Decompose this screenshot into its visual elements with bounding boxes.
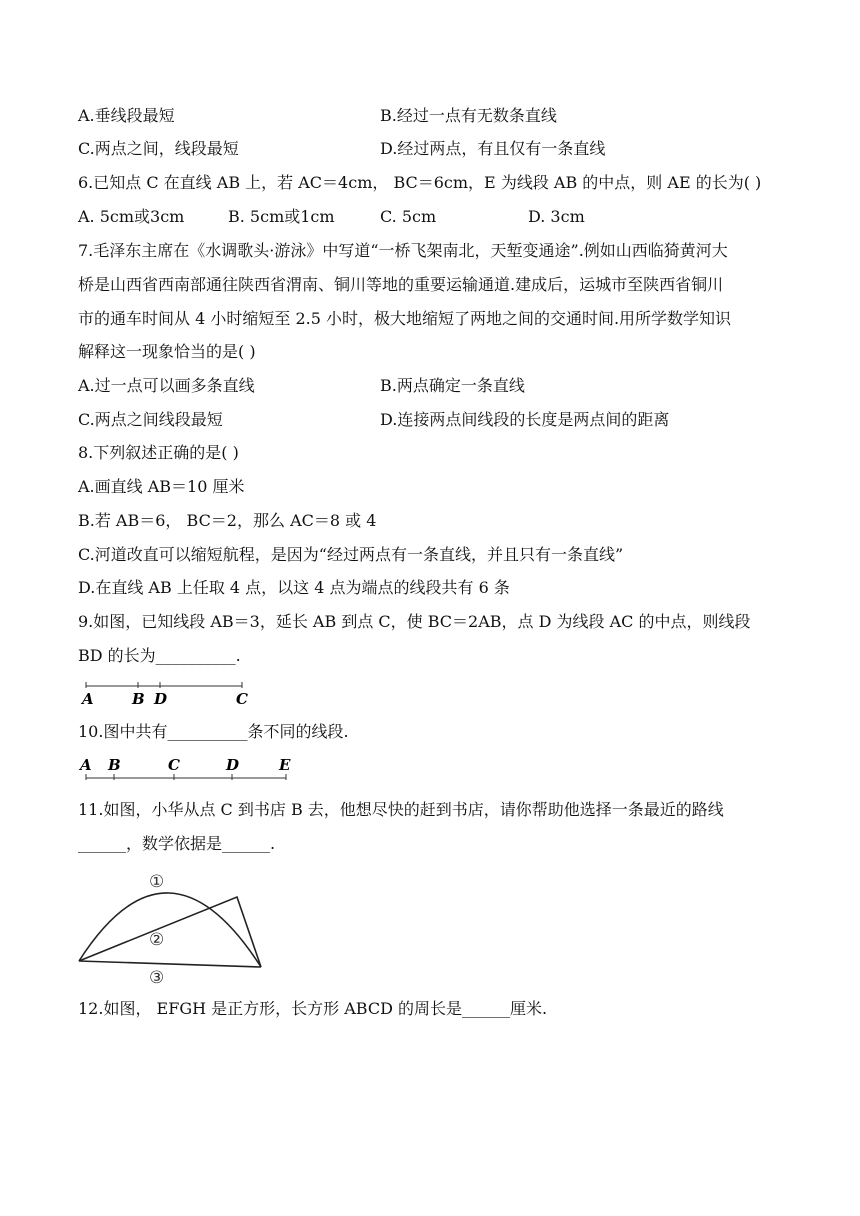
q7-stem-line-3: 市的通车时间从 4 小时缩短至 2.5 小时，极大地缩短了两地之间的交通时间.用所学数学知识 — [78, 309, 732, 328]
q5-option-a: A.垂线段最短 — [78, 106, 175, 125]
q9-label-d: D — [154, 690, 168, 706]
q6-option-d: D. 3cm — [528, 207, 585, 226]
q10-label-d: D — [226, 756, 240, 774]
q10-label-c: C — [168, 756, 180, 774]
q11-path-label-3: ③ — [149, 968, 165, 988]
q7-stem-line-2: 桥是山西省西南部通往陕西省渭南、铜川等地的重要运输通道.建成后，运城市至陕西省铜川 — [78, 275, 724, 294]
q5-option-c: C.两点之间，线段最短 — [78, 139, 239, 158]
q11-path-label-1: ① — [149, 872, 165, 892]
q8-option-b: B.若 AB＝6， BC＝2，那么 AC＝8 或 4 — [78, 511, 377, 530]
q9-label-a: A — [82, 690, 94, 706]
q7-option-b: B.两点确定一条直线 — [380, 376, 525, 395]
q10-stem: 10.图中共有__________条不同的线段. — [78, 722, 349, 741]
q12-stem: 12.如图， EFGH 是正方形，长方形 ABCD 的周长是______厘米. — [78, 999, 548, 1018]
q11-route-polyline — [79, 897, 261, 967]
q11-path-label-2: ② — [149, 930, 165, 950]
q7-stem-line-1: 7.毛泽东主席在《水调歌头·游泳》中写道“一桥飞架南北，天堑变通途”.例如山西临猗黄河大 — [78, 241, 728, 260]
q11-stem-line-2: ______，数学依据是______. — [78, 834, 276, 853]
q9-segment-figure — [76, 676, 256, 706]
q11-route-arc — [79, 893, 261, 967]
q9-label-b: B — [132, 690, 145, 706]
q10-label-a: A — [80, 756, 92, 774]
q11-route-figure — [70, 856, 280, 991]
q8-option-a: A.画直线 AB＝10 厘米 — [78, 477, 245, 496]
q10-label-b: B — [108, 756, 121, 774]
q10-segment-figure — [76, 754, 306, 784]
q7-option-d: D.连接两点间线段的长度是两点间的距离 — [380, 410, 670, 429]
q5-option-b: B.经过一点有无数条直线 — [380, 106, 557, 125]
q7-option-a: A.过一点可以画多条直线 — [78, 376, 255, 395]
q6-option-c: C. 5cm — [380, 207, 437, 226]
q6-option-b: B. 5cm或1cm — [228, 207, 335, 226]
q9-stem-line-2: BD 的长为__________. — [78, 646, 241, 665]
q9-label-c: C — [236, 690, 248, 706]
q7-stem-line-4: 解释这一现象恰当的是( ) — [78, 342, 256, 361]
q11-route-straight — [79, 961, 261, 967]
q7-option-c: C.两点之间线段最短 — [78, 410, 223, 429]
q6-option-a: A. 5cm或3cm — [78, 207, 185, 226]
q8-option-d: D.在直线 AB 上任取 4 点，以这 4 点为端点的线段共有 6 条 — [78, 578, 510, 597]
q8-option-c: C.河道改直可以缩短航程，是因为“经过两点有一条直线，并且只有一条直线” — [78, 545, 624, 564]
q5-option-d: D.经过两点，有且仅有一条直线 — [380, 139, 606, 158]
q6-stem: 6.已知点 C 在直线 AB 上，若 AC＝4cm， BC＝6cm，E 为线段 AB 的中点，则 AE 的长为( ) — [78, 173, 762, 192]
q10-label-e: E — [279, 756, 291, 774]
q8-stem: 8.下列叙述正确的是( ) — [78, 443, 239, 462]
q11-stem-line-1: 11.如图，小华从点 C 到书店 B 去，他想尽快的赶到书店，请你帮助他选择一条最近的路线 — [78, 800, 724, 819]
q9-stem-line-1: 9.如图，已知线段 AB＝3，延长 AB 到点 C，使 BC＝2AB，点 D 为线段 AC 的中点，则线段 — [78, 612, 751, 631]
